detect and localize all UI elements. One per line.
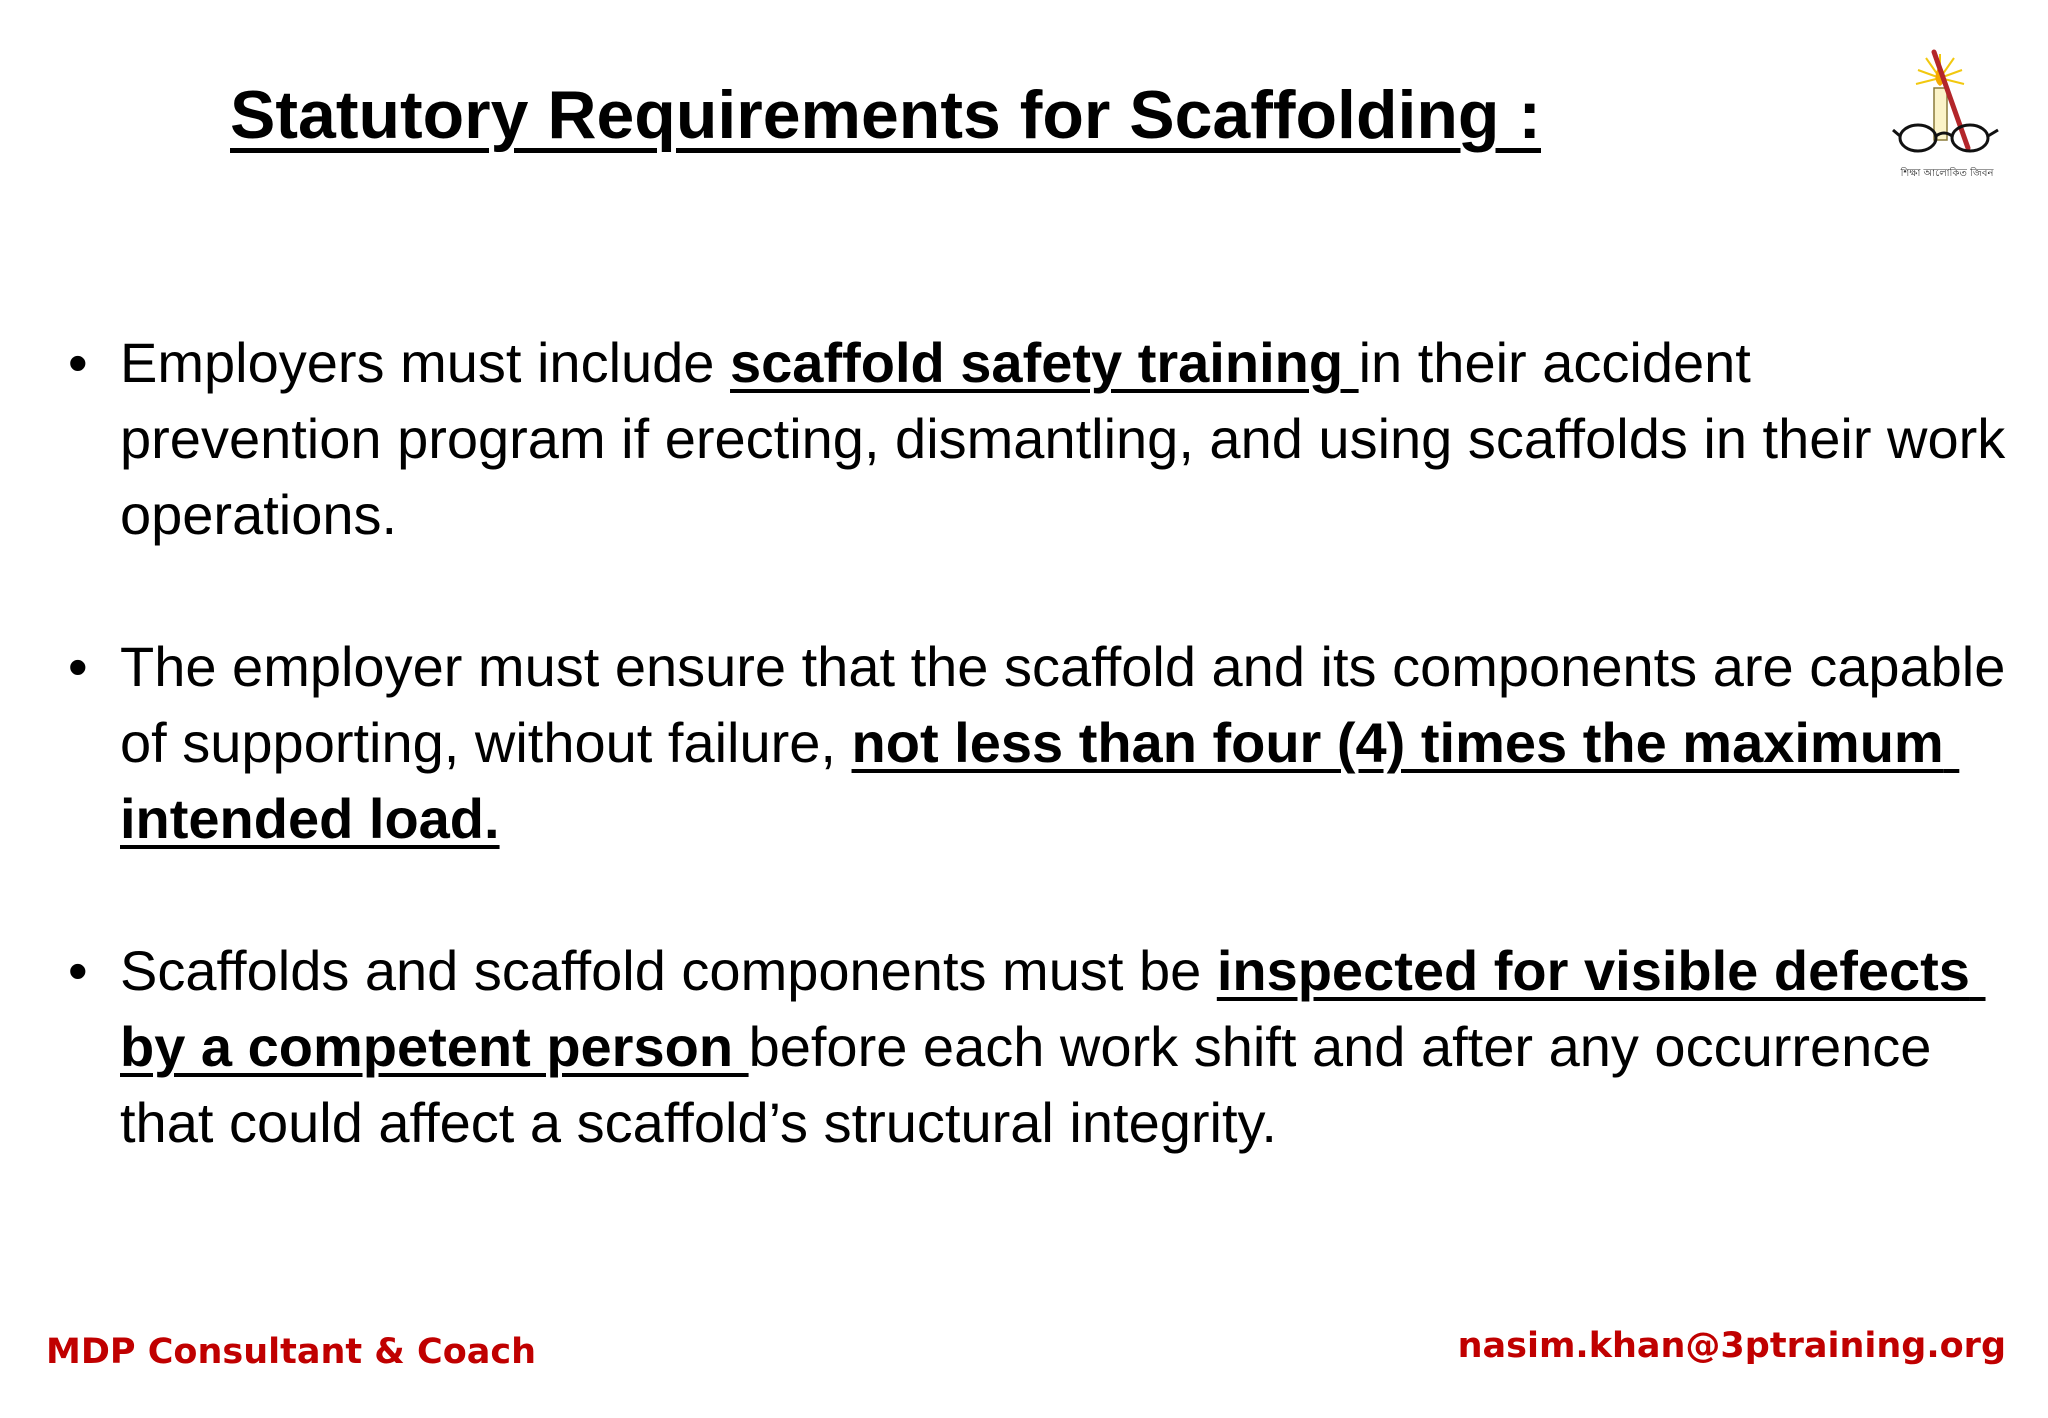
bullet-text: in their accident prevention program if erecting, dismantling, and using scaffolds in their work operations. [120, 331, 2021, 546]
slide-title: Statutory Requirements for Scaffolding : [230, 77, 1541, 153]
bullet-text: before each work shift and after any occurrence that could affect a scaffold’s structural integrity. [120, 1015, 1948, 1154]
bullet-mark: • [68, 939, 88, 1002]
logo-caption: শিক্ষা আলোকিত জিবন [1900, 168, 1994, 179]
footer-org: MDP Consultant & Coach [46, 1332, 537, 1372]
bullet-highlight: scaffold safety training [730, 331, 1359, 394]
bullet-item-inspection [68, 933, 2018, 1161]
bullet-text: Scaffolds and scaffold components must be [120, 939, 1217, 1002]
bullet-text: The employer must ensure that the scaffold and its components are capable of supporting, without failure, [120, 635, 2021, 774]
bullet-mark: • [68, 635, 88, 698]
bullet-item-training [68, 325, 2021, 553]
bullet-highlight: inspected for visible defects by a competent person [120, 939, 1986, 1078]
bullet-text: Employers must include [120, 331, 731, 394]
bullet-list [68, 325, 2021, 1237]
footer-email: nasim.khan@3ptraining.org [1457, 1326, 2006, 1366]
bullet-mark: • [68, 331, 88, 394]
candle-pen-glasses-logo-icon [1890, 46, 2005, 186]
bullet-highlight: not less than four (4) times the maximum intended load. [120, 711, 1960, 850]
bullet-item-load [68, 629, 2021, 857]
